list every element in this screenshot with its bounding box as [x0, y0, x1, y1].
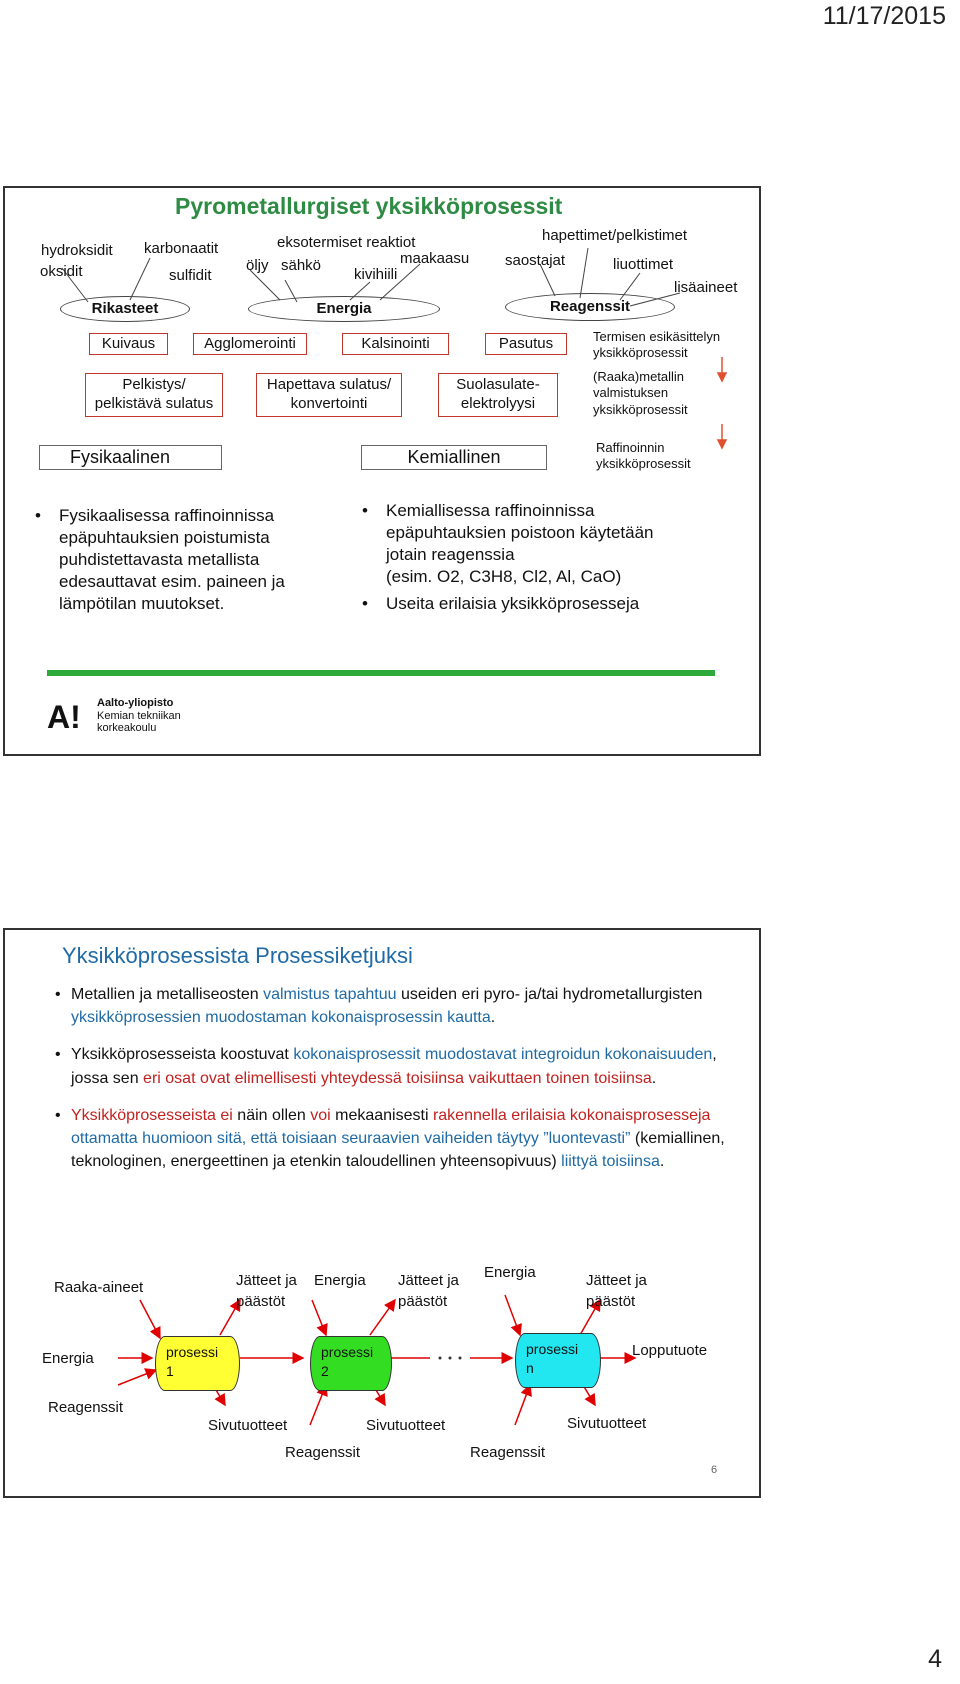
side-line: Raffinoinnin [596, 440, 665, 455]
side-line: yksikköprosessit [593, 345, 688, 361]
side-line: yksikköprosessit [596, 456, 691, 472]
flow-sivutuotteet-1: Sivutuotteet [208, 1417, 288, 1434]
slide-2-number: 6 [711, 1464, 718, 1476]
text-segment: kokonaisprosessit muodostavat integroidun kokonaisuuden [293, 1046, 713, 1064]
side-label-raakametallin [593, 369, 688, 418]
energia-oval: Energia [248, 296, 440, 322]
text-segment: . [651, 1069, 657, 1087]
aalto-logo: A! [47, 699, 81, 735]
rikasteet-word-sulfidit: sulfidit [169, 267, 212, 284]
text-segment: Yksikköprosesseista koostuvat [71, 1046, 294, 1064]
flow-reagenssit-2: Reagenssit [285, 1444, 361, 1461]
text-segment: (kemiallinen, teknologinen, energeettinen ja etenkin taloudellinen yhteensopivuus) [71, 1129, 725, 1171]
text-segment: liittyä toisiinsa [561, 1153, 660, 1171]
side-line: Termisen esikäsittelyn [593, 329, 721, 344]
energia-word-kivihiili: kivihiili [354, 266, 398, 283]
energia-word-eksotermiset: eksotermiset reaktiot [277, 234, 416, 251]
text-segment: useiden eri pyro- ja/tai hydrometallurgisten [396, 986, 703, 1003]
flow-reagenssit-3: Reagenssit [470, 1444, 546, 1461]
slide-2-bullet-1 [55, 983, 755, 1029]
process-box-pelkistys [85, 373, 223, 417]
box-line: Pelkistys/ [122, 376, 186, 393]
green-divider [47, 670, 715, 676]
text-segment: mekaanisesti [330, 1106, 433, 1124]
slide-2-title: Yksikköprosessista Prosessiketjuksi [62, 943, 413, 968]
cyl-line: n [526, 1359, 534, 1376]
reagenssit-oval: Reagenssit [505, 293, 675, 321]
flow-lopputuote: Lopputuote [632, 1342, 708, 1359]
text-segment: Yksikköprosesseista ei [71, 1106, 233, 1124]
cyl-line: 2 [321, 1362, 329, 1379]
page-number: 4 [928, 1645, 942, 1673]
bullets-left [35, 505, 335, 615]
text-segment: voi [310, 1106, 331, 1124]
aalto-logo-text [97, 697, 181, 735]
side-label-termisen [593, 329, 720, 362]
cyl-line: prosessi [166, 1344, 219, 1360]
text-segment: rakennella erilaisia kokonaisprosesseja [432, 1106, 711, 1124]
bullet-kemiallinen-example: (esim. O2, C3H8, Cl2, Al, CaO) [386, 567, 622, 587]
logo-line: Aalto-yliopisto [97, 697, 174, 709]
process-box-kuivaus: Kuivaus [89, 333, 168, 355]
box-line: Suolasulate- [456, 376, 540, 393]
rikasteet-oval: Rikasteet [60, 296, 190, 322]
flow-sivutuotteet-3: Sivutuotteet [567, 1415, 647, 1432]
energia-word-maakaasu: maakaasu [400, 250, 470, 267]
bullet-useita: • Useita erilaisia yksikköprosesseja [362, 593, 692, 615]
flow-arrows [0, 1260, 960, 1460]
text-segment: , jossa sen [71, 1046, 717, 1087]
text-segment: valmistus tapahtuu [263, 986, 397, 1003]
text-segment: Metallien ja metalliseosten [71, 986, 264, 1003]
process-box-kalsinointi: Kalsinointi [342, 333, 449, 355]
prosessi-2-cylinder [310, 1336, 392, 1391]
reagenssit-word-saostajat: saostajat [505, 252, 566, 269]
reagenssit-word-hapettimet: hapettimet/pelkistimet [542, 227, 688, 244]
flow-jatteet-3: Jätteet ja päästöt [586, 1272, 647, 1310]
text-segment: eri osat ovat elimellisesti yhteydessä toisiinsa vaikuttaen toinen toisiinsa [143, 1069, 652, 1087]
prosessi-n-cylinder [515, 1333, 601, 1388]
flow-energia-in: Energia [42, 1350, 94, 1367]
process-box-suolasulate [438, 373, 558, 417]
fysikaalinen-box: Fysikaalinen [39, 445, 222, 470]
kemiallinen-box: Kemiallinen [361, 445, 547, 470]
bullet-fysikaalinen: • Fysikaalisessa raffinoinnissa epäpuhtauksien poistumista puhdistettavasta metallista edesauttavat esim. paineen ja lämpötilan muutokset. [35, 505, 335, 615]
text-segment: ottamatta huomioon sitä, että toisiaan seuraavien vaiheiden täytyy ”luontevasti” [71, 1129, 631, 1147]
box-line: elektrolyysi [460, 394, 536, 412]
side-line: yksikköprosessit [593, 401, 688, 417]
flow-energia-3: Energia [484, 1264, 536, 1281]
flow-sivutuotteet-2: Sivutuotteet [366, 1417, 446, 1434]
logo-line: korkeakoulu [97, 722, 157, 735]
rikasteet-word-karbonaatit: karbonaatit [144, 240, 219, 257]
side-label-raffinoinnin [596, 440, 691, 473]
flow-jatteet-2: Jätteet ja päästöt [398, 1272, 459, 1310]
bullet-kemiallinen-text: Kemiallisessa raffinoinnissa epäpuhtauksien poistoon käytetään jotain reagenssia [386, 501, 654, 565]
logo-line: Kemian tekniikan [97, 709, 181, 722]
box-line: Hapettava sulatus/ [266, 376, 392, 393]
slide-1-title: Pyrometallurgiset yksikköprosessit [175, 193, 563, 219]
flow-raaka-aineet: Raaka-aineet [54, 1279, 144, 1296]
reagenssit-word-liuottimet: liuottimet [613, 256, 674, 273]
rikasteet-word-oksidit: oksidit [40, 263, 83, 280]
bullets-right [362, 500, 692, 615]
box-line: konvertointi [290, 394, 368, 412]
slide-2-bullet-3 [55, 1104, 755, 1174]
flow-reagenssit-in: Reagenssit [48, 1399, 124, 1416]
text-segment: . [490, 1009, 496, 1027]
process-box-hapettava-sulatus [256, 373, 402, 417]
bullet-kemiallinen [362, 500, 692, 588]
text-segment: yksikköprosessien muodostaman kokonaisprosessin kautta [71, 1009, 491, 1027]
slide-2-bullet-2 [55, 1043, 755, 1089]
rikasteet-word-hydroksidit: hydroksidit [41, 242, 113, 259]
process-box-agglomerointi: Agglomerointi [193, 333, 307, 355]
cyl-line: prosessi [321, 1344, 374, 1360]
cyl-line: 1 [166, 1362, 174, 1379]
date-header: 11/17/2015 [822, 2, 946, 30]
reagenssit-word-lisaaineet: lisäaineet [674, 279, 738, 296]
text-segment: näin ollen [232, 1106, 311, 1124]
slide-2-bullets [55, 983, 755, 1173]
cyl-line: prosessi [526, 1341, 579, 1357]
text-segment: . [659, 1153, 665, 1171]
side-line: (Raaka)metallin [593, 369, 685, 384]
energia-word-oljy: öljy [246, 257, 269, 274]
side-line: valmistuksen [593, 385, 669, 401]
process-box-pasutus: Pasutus [485, 333, 567, 355]
box-line: pelkistävä sulatus [94, 394, 214, 412]
prosessi-1-cylinder [155, 1336, 240, 1391]
energia-word-sahko: sähkö [281, 257, 322, 274]
flow-energia-2: Energia [314, 1272, 366, 1289]
flow-jatteet-1: Jätteet ja päästöt [236, 1272, 297, 1310]
